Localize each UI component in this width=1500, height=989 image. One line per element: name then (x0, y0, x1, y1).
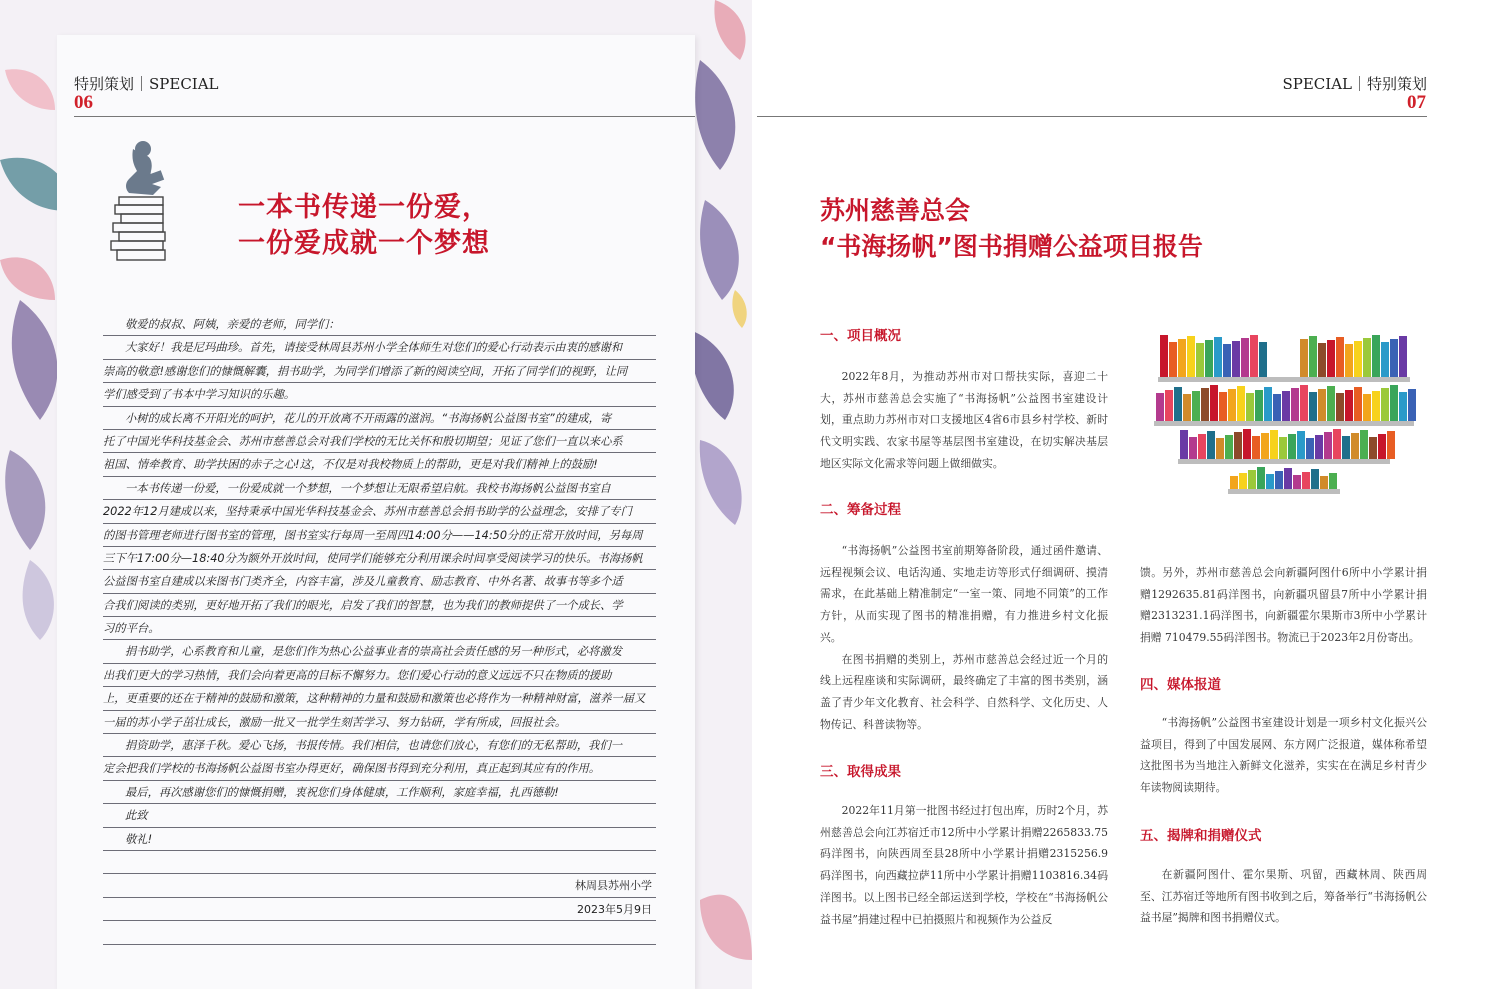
letter-line: 崇高的敬意!感谢您们的慷慨解囊，捐书助学，为同学们增添了新的阅读空间，开拓了同学们的视野，让同 (103, 360, 656, 383)
book-spine (1336, 337, 1344, 377)
book-spine (1297, 431, 1305, 459)
book-spine (1250, 335, 1258, 377)
paragraph: “书海扬帆”公益图书室前期筹备阶段，通过函件邀请、远程视频会议、电话沟通、实地走访等形式仔细调研、摸清需求，在此基础上精准制定“一室一策、同地不同策”的工作方针，从而实现了图书的精准捐赠，有力推进乡村文化振兴。 (820, 544, 1108, 644)
letter-line: 小树的成长离不开阳光的呵护，花儿的开放离不开雨露的滋润。“书海扬帆公益图书室”的建成，寄 (103, 407, 656, 430)
book-spine (1354, 387, 1362, 421)
book-spine (1345, 344, 1353, 377)
letter-line: 习的平台。 (103, 617, 656, 640)
shelf (1178, 459, 1390, 464)
book-spine (1387, 431, 1395, 459)
book-spine (1327, 386, 1335, 421)
book-spine (1160, 335, 1168, 377)
letter-line: 出我们更大的学习热情，我们会向着更高的目标不懈努力。您们爱心行动的意义远远不只在物质的援助 (103, 664, 656, 687)
book-spine (1198, 434, 1206, 459)
letter-line: 大家好！我是尼玛曲珍。首先，请接受林周县苏州小学全体师生对您们的爱心行动表示由衷的感谢和 (103, 336, 656, 359)
book-spine (1372, 391, 1380, 421)
letter-title-line-1: 一本书传递一份爱， (238, 192, 490, 223)
book-spine (1156, 393, 1164, 421)
paragraph: “书海扬帆”公益图书室建设计划是一项乡村文化振兴公益项目，得到了中国发展网、东方网广泛报道，媒体称希望这批图书为当地注入新鲜文化滋养，实实在在满足乡村青少年读物阅读期待。 (1140, 716, 1427, 795)
book-spine (1291, 388, 1299, 421)
book-spine (1363, 338, 1371, 377)
section-heading-preparation: 二、筹备过程 (820, 502, 901, 518)
book-spine (1318, 389, 1326, 421)
book-spine (1360, 430, 1368, 459)
page-number-right: 07 (1407, 92, 1426, 113)
report-title-line-1: 苏州慈善总会 (820, 196, 971, 225)
letter-line: 定会把我们学校的书海扬帆公益图书室办得更好，确保图书得到充分利用，真正起到其应有的作用。 (103, 757, 656, 780)
book-spine (1378, 434, 1386, 459)
book-spine (1333, 429, 1341, 459)
book-spine (1369, 437, 1377, 459)
letter-line: 此致 (103, 804, 656, 827)
book-spine (1257, 467, 1265, 489)
book-spine (1219, 392, 1227, 421)
book-spine (1309, 336, 1317, 377)
section-heading-overview: 一、项目概况 (820, 328, 901, 344)
letter-line: 最后，再次感谢您们的慷慨捐赠，衷祝您们身体健康，工作顺利，家庭幸福，扎西德勒! (103, 781, 656, 804)
book-spine (1408, 389, 1416, 421)
book-spine (1381, 388, 1389, 421)
book-spine (1207, 431, 1215, 459)
letter-line (103, 851, 656, 874)
paragraph: 在新疆阿图什、霍尔果斯、巩留，西藏林周、陕西周至、江苏宿迁等地所有图书收到之后，筹备举行“书海扬帆公益书屋”揭牌和图书捐赠仪式。 (1140, 868, 1427, 925)
book-spine (1169, 342, 1177, 377)
letter-line: 公益图书室自建成以来图书门类齐全，内容丰富，涉及儿童教育、励志教育、中外名著、故事书等多个适 (103, 570, 656, 593)
letter-title-line-2: 一份爱成就一个梦想 (238, 228, 490, 259)
letter-line: 合我们阅读的类别，更好地开拓了我们的眼光，启发了我们的智慧，也为我们的教师提供了一个成长、学 (103, 594, 656, 617)
book-spine (1264, 387, 1272, 421)
reading-girl-icon (105, 137, 185, 272)
book-spine (1336, 393, 1344, 421)
letter-line (103, 921, 656, 944)
book-spine (1225, 435, 1233, 459)
book-spine (1315, 435, 1323, 459)
header-rule-left (74, 116, 695, 117)
book-spine (1192, 391, 1200, 421)
book-spine (1351, 433, 1359, 459)
shelf (1154, 421, 1414, 426)
header-right-label: SPECIAL｜特别策划 (1282, 75, 1427, 93)
letter-line: 一届的苏小学子茁壮成长，激励一批又一批学生刻苦学习、努力钻研，学有所成，回报社会。 (103, 711, 656, 734)
letter-line: 上，更重要的还在于精神的鼓励和激策，这种精神的力量和鼓励和激策也必将作为一种精神财富，滋养一届又 (103, 687, 656, 710)
letter-title (238, 190, 490, 262)
book-spine (1165, 390, 1173, 421)
section-overview-text (820, 366, 1108, 475)
header-rule-right (757, 116, 1427, 117)
report-title (820, 193, 1203, 265)
book-spine (1187, 336, 1195, 377)
book-spine (1261, 433, 1269, 459)
book-spine (1266, 474, 1274, 489)
book-spine (1363, 394, 1371, 421)
letter-line: 捐资助学，惠泽千秋。爱心飞扬，书报传情。我们相信，也请您们放心，有您们的无私帮助，我们一 (103, 734, 656, 757)
book-spine (1230, 476, 1238, 489)
book-spine (1234, 432, 1242, 459)
book-spine (1309, 392, 1317, 421)
book-spine (1381, 342, 1389, 377)
letter-line: 捐书助学，心系教育和儿童，是您们作为热心公益事业者的崇高社会责任感的另一种形式，必将激发 (103, 640, 656, 663)
book-spine (1246, 393, 1254, 421)
book-spine (1320, 476, 1328, 489)
section-results-continued (1140, 562, 1427, 649)
heart-bookshelf-illustration (1150, 325, 1420, 500)
book-spine (1189, 437, 1197, 459)
shelf (1158, 377, 1410, 382)
book-spine (1178, 339, 1186, 377)
letter-line: 托了中国光华科技基金会、苏州市慈善总会对我们学校的无比关怀和殷切期望；见证了您们一直以来心系 (103, 430, 656, 453)
section-results-text (820, 800, 1108, 930)
book-spine (1239, 473, 1247, 489)
book-spine (1248, 470, 1256, 489)
section-ceremony-text (1140, 864, 1427, 929)
letter-line: 一本书传递一份爱，一份爱成就一个梦想，一个梦想让无限希望启航。我校书海扬帆公益图书室自 (103, 477, 656, 500)
book-spine (1324, 432, 1332, 459)
section-heading-results: 三、取得成果 (820, 764, 901, 780)
book-spine (1300, 385, 1308, 421)
book-spine (1252, 436, 1260, 459)
book-spine (1300, 339, 1308, 377)
section-media-text (1140, 712, 1427, 799)
book-spine (1223, 344, 1231, 377)
book-spine (1196, 343, 1204, 377)
book-spine (1275, 471, 1283, 489)
book-spine (1288, 434, 1296, 459)
book-spine (1270, 430, 1278, 459)
book-spine (1390, 385, 1398, 421)
book-spine (1329, 473, 1337, 489)
book-spine (1183, 394, 1191, 421)
letter-line: 祖国、情牵教育、助学扶困的赤子之心!这，不仅是对我校物质上的帮助，更是对我们精神上的鼓励! (103, 453, 656, 476)
book-spine (1216, 438, 1224, 459)
book-spine (1399, 392, 1407, 421)
book-spine (1282, 391, 1290, 421)
paragraph: 2022年8月，为推动苏州市对口帮扶实际，喜迎二十大，苏州市慈善总会实施了“书海扬帆”公益图书室建设计划，重点助力苏州市对口支援地区4省6市县乡村学校、新时代文明实践、农家书屋等基层图书室建设，在切实解决基层地区实际文化需求等问题上做细做实。 (820, 370, 1108, 470)
section-heading-media: 四、媒体报道 (1140, 677, 1221, 693)
book-spine (1390, 339, 1398, 377)
book-spine (1345, 390, 1353, 421)
letter-line: 学们感受到了书本中学习知识的乐趣。 (103, 383, 656, 406)
book-spine (1180, 430, 1188, 459)
book-spine (1318, 343, 1326, 377)
book-spine (1327, 340, 1335, 377)
book-spine (1306, 438, 1314, 459)
letter-line: 三下午17:00分—18:40分为额外开放时间，使同学们能够充分利用课余时间享受阅读学习的快乐。书海扬帆 (103, 547, 656, 570)
letter-line: 的图书管理老师进行图书室的管理，图书室实行每周一至周四14:00分——14:50分的正常开放时间，另每周 (103, 524, 656, 547)
book-spine (1174, 387, 1182, 421)
book-spine (1201, 388, 1209, 421)
book-spine (1232, 341, 1240, 377)
paragraph: 在图书捐赠的类别上，苏州市慈善总会经过近一个月的线上远程座谈和实际调研，最终确定了丰富的图书类别，涵盖了青少年文化教育、社会科学、自然科学、文化历史、人物传记、科普读物等。 (820, 652, 1108, 731)
book-spine (1205, 340, 1213, 377)
book-spine (1228, 389, 1236, 421)
letter-line: 敬爱的叔叔、阿姨，亲爱的老师，同学们： (103, 313, 656, 336)
book-spine (1354, 341, 1362, 377)
book-spine (1243, 429, 1251, 459)
letter-signature-line: 2023年5月9日 (103, 898, 656, 921)
letter-signature-line: 林周县苏州小学 (103, 874, 656, 897)
book-spine (1302, 472, 1310, 489)
paragraph: 2022年11月第一批图书经过打包出库，历时2个月，苏州慈善总会向江苏宿迁市12所中小学累计捐赠2265833.75码洋图书，向陕西周至县28所中小学累计捐赠2315256.9码洋图书，向西藏拉萨11所中小学累计捐赠1103816.34码洋图书。以上图书已经全部运送到学校，学校在“书海扬帆公益书屋”捐建过程中已拍摄照片和视频作为公益反 (820, 804, 1108, 926)
section-heading-ceremony: 五、揭牌和捐赠仪式 (1140, 828, 1262, 844)
header-left-label: 特别策划｜SPECIAL (74, 75, 219, 93)
book-spine (1241, 338, 1249, 377)
shelf (1228, 489, 1340, 494)
book-spine (1399, 336, 1407, 377)
report-title-line-2: “书海扬帆”图书捐赠公益项目报告 (820, 232, 1203, 261)
letter-line: 敬礼! (103, 828, 656, 851)
paragraph: 馈。另外，苏州市慈善总会向新疆阿图什6所中小学累计捐赠1292635.81码洋图书，向新疆巩留县7所中小学累计捐赠2313231.1码洋图书，向新疆霍尔果斯市3所中小学累计捐赠 710479.55码洋图书。物流已于2023年2月份寄出。 (1140, 566, 1427, 645)
book-spine (1259, 342, 1267, 377)
section-preparation-text (820, 540, 1108, 735)
book-spine (1293, 475, 1301, 489)
letter-line: 2022年12月建成以来，坚持秉承中国光华科技基金会、苏州市慈善总会捐书助学的公益理念，安排了专门 (103, 500, 656, 523)
book-spine (1342, 436, 1350, 459)
page-number-left: 06 (74, 92, 93, 113)
handwritten-letter (103, 313, 656, 945)
book-spine (1372, 335, 1380, 377)
book-spine (1210, 385, 1218, 421)
book-spine (1237, 386, 1245, 421)
book-spine (1255, 390, 1263, 421)
book-spine (1273, 394, 1281, 421)
book-spine (1214, 337, 1222, 377)
book-spine (1311, 469, 1319, 489)
book-spine (1284, 468, 1292, 489)
book-spine (1279, 437, 1287, 459)
